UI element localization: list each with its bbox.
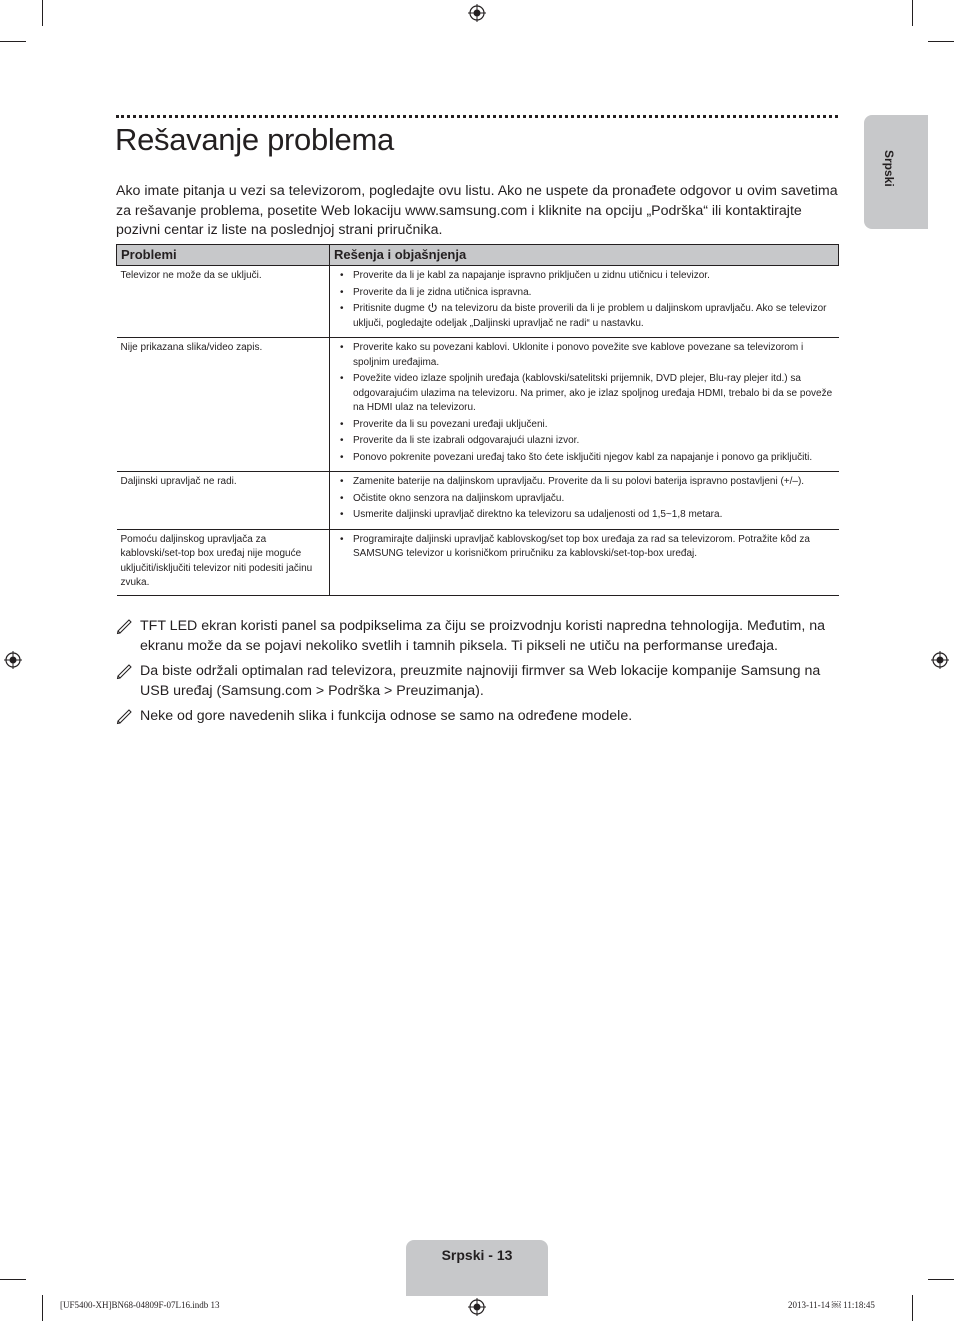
solution-cell — [330, 338, 839, 472]
solution-text: Proverite kako su povezani kablovi. Uklonite i ponovo povežite sve kablove povezane sa televizorom i spoljnim uređajima. — [353, 342, 804, 368]
solution-text: Usmerite daljinski upravljač direktno ka televizoru sa udaljenosti od 1,5~1,8 metara. — [353, 509, 723, 520]
language-side-tab-label: Srpski — [882, 150, 896, 187]
intro-paragraph: Ako imate pitanja u vezi sa televizorom, pogledajte ovu listu. Ako ne uspete da pronađete odgovor u ovim savetima za rešavanje problema, posetite Web lokaciju www.samsung.com i kliknite na opciju „Podrška“ ili kontaktirajte pozivni centar iz liste na poslednjoj strani priručnika. — [116, 183, 838, 238]
solution-text: Proverite da li su povezani uređaji uključeni. — [353, 418, 548, 430]
bullet: • — [340, 451, 344, 463]
header-solutions: Rešenja i objašnjenja — [330, 245, 839, 266]
bullet: • — [340, 418, 344, 430]
solution-item — [334, 434, 835, 449]
solution-list — [334, 341, 835, 465]
bullet: • — [340, 303, 344, 314]
solution-cell — [330, 472, 839, 530]
solution-text: Proverite da li je kabl za napajanje ispravno priključen u zidnu utičnicu i televizor. — [353, 270, 710, 281]
bullet: • — [340, 509, 344, 520]
solution-cell — [330, 529, 839, 595]
language-side-tab — [864, 115, 928, 229]
problem-cell: Televizor ne može da se uključi. — [117, 266, 330, 338]
crop-mark — [42, 1295, 43, 1321]
solution-text-part: Pritisnite dugme — [353, 303, 425, 314]
solution-cell — [330, 266, 839, 338]
solution-text: Proverite da li je zidna utičnica ispravna. — [353, 286, 532, 298]
page-number-label: Srpski - 13 — [441, 1247, 513, 1263]
power-icon — [427, 302, 438, 313]
notes-section — [116, 617, 840, 733]
note-item — [116, 662, 840, 701]
crop-mark — [42, 0, 43, 26]
print-footer-timestamp: 2013-11-14 ￼ 11:18:45 — [788, 1300, 875, 1310]
header-problems: Problemi — [117, 245, 330, 266]
solution-text: Povežite video izlaze spoljnih uređaja (kablovski/satelitski prijemnik, DVD plejer, Blu-ray plejer itd.) sa odgovarajućim ulazima na televizoru. Na primer, ako je izlaz spoljnog uređaja HDMI, trebalo bi da se poveže na HDMI ulaz na televizoru. — [353, 373, 833, 413]
bullet: • — [340, 286, 344, 298]
solution-item — [334, 286, 835, 301]
solution-item — [334, 302, 835, 331]
solution-item — [334, 492, 835, 507]
registration-mark-icon — [4, 651, 22, 669]
solution-item — [334, 451, 835, 466]
note-pencil-icon — [116, 617, 134, 635]
bullet: • — [340, 435, 344, 446]
solution-text: Programirajte daljinski upravljač kablovskog/set top box uređaja za rad sa televizorom. Potražite kôd za SAMSUNG televizor u korisničkom priručniku za kablovski/set-top-box uređaj. — [353, 533, 810, 559]
problem-cell: Nije prikazana slika/video zapis. — [117, 338, 330, 472]
solution-item — [334, 533, 835, 562]
bullet: • — [340, 373, 344, 384]
problem-cell: Daljinski upravljač ne radi. — [117, 472, 330, 530]
note-item — [116, 617, 840, 656]
solution-item — [334, 475, 835, 490]
solution-text: Zamenite baterije na daljinskom upravljaču. Proverite da li su polovi baterija ispravno postavljeni (+/–). — [353, 476, 805, 487]
crop-mark — [928, 1279, 954, 1280]
registration-mark-icon — [468, 4, 486, 22]
table-row — [117, 338, 839, 472]
crop-mark — [0, 1279, 26, 1280]
bullet: • — [340, 342, 344, 353]
solution-text: Očistite okno senzora na daljinskom upravljaču. — [353, 492, 565, 504]
table-header-row — [117, 245, 839, 266]
registration-mark-icon — [931, 651, 949, 669]
crop-mark — [928, 41, 954, 42]
bullet: • — [340, 270, 344, 281]
note-text: TFT LED ekran koristi panel sa podpikselima za čiju se proizvodnju koristi napredna tehnologija. Međutim, na ekranu može da se pojavi nekoliko svetlih i tamnih piksela. Ti pikseli ne utiču na performanse uređaja. — [140, 618, 826, 654]
crop-mark — [912, 1295, 913, 1321]
page-number-tab — [406, 1240, 548, 1296]
table-row — [117, 266, 839, 338]
solution-item — [334, 341, 835, 370]
note-item — [116, 707, 840, 727]
crop-mark — [0, 41, 26, 42]
note-text: Neke od gore navedenih slika i funkcija odnose se samo na određene modele. — [140, 708, 633, 724]
title-dotted-rule — [116, 115, 838, 118]
solution-text: Ponovo pokrenite povezani uređaj tako što ćete isključiti njegov kabl za napajanje i ponovo ga priključiti. — [353, 451, 813, 463]
solution-text: Proverite da li ste izabrali odgovarajući ulazni izvor. — [353, 435, 580, 446]
solution-item — [334, 372, 835, 416]
note-text: Da biste održali optimalan rad televizora, preuzmite najnoviji firmver sa Web lokacije kompanije Samsung na USB uređaj (Samsung.com > Podrška > Preuzimanja). — [140, 663, 821, 699]
print-footer-file: [UF5400-XH]BN68-04809F-07L16.indb 13 — [60, 1300, 220, 1310]
solution-text-part: na televizoru da biste proverili da li je problem u daljinskom upravljaču. Ako se televizor uključi, pogledajte odeljak „Daljinski upravljač ne radi“ u nastavku. — [353, 303, 827, 329]
page-title: Rešavanje problema — [115, 122, 394, 157]
problem-cell: Pomoću daljinskog upravljača za kablovski/set-top box uređaj nije moguće uključiti/isključiti televizor niti podesiti jačinu zvuka. — [117, 529, 330, 595]
table-row — [117, 529, 839, 595]
troubleshooting-table — [116, 244, 839, 596]
note-pencil-icon — [116, 707, 134, 725]
crop-mark — [912, 0, 913, 26]
solution-list — [334, 475, 835, 523]
solution-item — [334, 508, 835, 523]
solution-item — [334, 418, 835, 433]
solution-item — [334, 269, 835, 284]
note-pencil-icon — [116, 662, 134, 680]
registration-mark-icon — [468, 1298, 486, 1316]
bullet: • — [340, 492, 344, 504]
bullet: • — [340, 533, 344, 545]
bullet: • — [340, 476, 344, 487]
table-row — [117, 472, 839, 530]
solution-list — [334, 269, 835, 331]
solution-list — [334, 533, 835, 562]
